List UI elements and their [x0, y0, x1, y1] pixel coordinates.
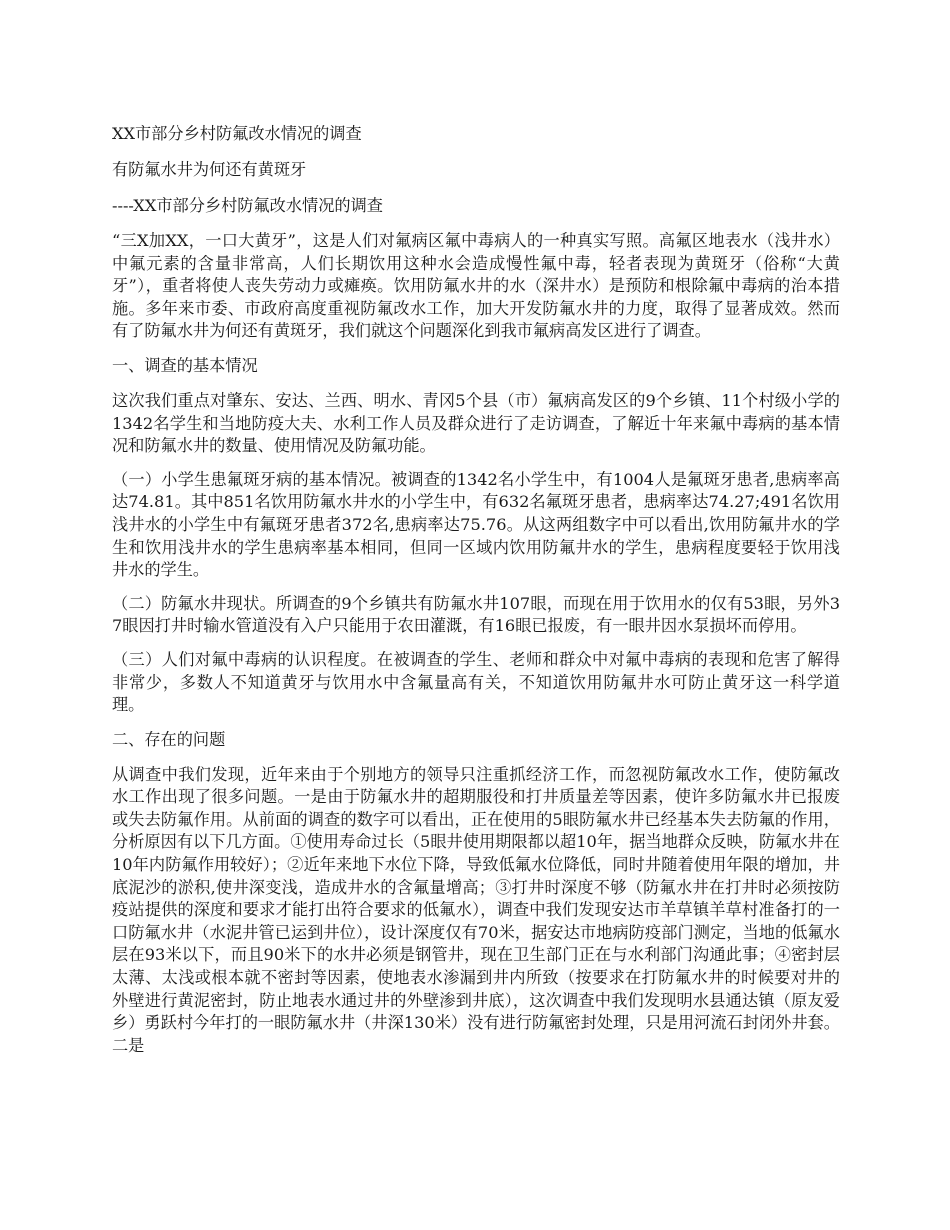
section-1-item-1: （一）小学生患氟斑牙病的基本情况。被调查的1342名小学生中，有1004人是氟斑牙患者,患病率高达74.81。其中851名饮用防氟水井水的小学生中，有632名氟斑牙患者，患病率达74.27;491名饮用浅井水的小学生中有氟斑牙患者372名,患病率达75.76。从这两组数字中可以看出,饮用防氟井水的学生和饮用浅井水的学生患病率基本相同，但同一区域内饮用防氟井水的学生，患病程度要轻于饮用浅井水的学生。: [112, 469, 840, 580]
section-1-heading: 一、调查的基本情况: [112, 355, 258, 375]
section-1-item-3: （三）人们对氟中毒病的认识程度。在被调查的学生、老师和群众中对氟中毒病的表现和危害了解得非常少，多数人不知道黄牙与饮用水中含氟量高有关，不知道饮用防氟井水可防止黄牙这一科学道理。: [112, 649, 840, 715]
section-1-item-2: （二）防氟水井现状。所调查的9个乡镇共有防氟水井107眼，而现在用于饮用水的仅有53眼，另外37眼因打井时输水管道没有入户只能用于农田灌溉，有16眼已报废，有一眼井因水泵损坏而停用。: [112, 593, 840, 636]
section-2-paragraph: 从调查中我们发现，近年来由于个别地方的领导只注重抓经济工作，而忽视防氟改水工作，使防氟改水工作出现了很多问题。一是由于防氟水井的超期服役和打井质量差等因素，使许多防氟水井已报废或失去防氟作用。从前面的调查的数字可以看出，正在使用的5眼防氟水井已经基本失去防氟的作用，分析原因有以下几方面。①使用寿命过长（5眼井使用期限都以超10年，据当地群众反映，防氟水井在10年内防氟作用较好）；②近年来地下水位下降，导致低氟水位降低，同时井随着使用年限的增加，井底泥沙的淤积,使井深变浅，造成井水的含氟量增高；③打井时深度不够（防氟水井在打井时必须按防疫站提供的深度和要求才能打出符合要求的低氟水），调查中我们发现安达市羊草镇羊草村准备打的一口防氟水井（水泥井管已运到井位），设计深度仅有70米，据安达市地病防疫部门测定，当地的低氟水层在93米以下，而且90米下的水井必须是钢管井，现在卫生部门正在与水利部门沟通此事；④密封层太薄、太浅或根本就不密封等因素，使地表水渗漏到井内所致（按要求在打防氟水井的时候要对井的外壁进行黄泥密封，防止地表水通过井的外壁渗到井底），这次调查中我们发现明水县通达镇（原友爱乡）勇跃村今年打的一眼防氟水井（井深130米）没有进行防氟密封处理，只是用河流石封闭外井套。二是: [112, 764, 840, 1055]
document-subtitle: 有防氟水井为何还有黄斑牙: [112, 160, 307, 179]
intro-paragraph: “三X加XX，一口大黄牙”，这是人们对氟病区氟中毒病人的一种真实写照。高氟区地表水（浅井水）中氟元素的含量非常高，人们长期饮用这种水会造成慢性氟中毒，轻者表现为黄斑牙（俗称“大黄牙”），重者将使人丧失劳动力或瘫痪。饮用防氟水井的水（深井水）是预防和根除氟中毒病的治本措施。多年来市委、市政府高度重视防氟改水工作，加大开发防氟水井的力度，取得了显著成效。然而有了防氟水井为何还有黄斑牙，我们就这个问题深化到我市氟病高发区进行了调查。: [112, 231, 840, 341]
document-page: [112, 122, 840, 1068]
document-byline: ----XX市部分乡村防氟改水情况的调查: [112, 196, 383, 215]
section-2-heading: 二、存在的问题: [112, 729, 226, 749]
document-title: XX市部分乡村防氟改水情况的调查: [112, 124, 362, 143]
section-1-paragraph: 这次我们重点对肇东、安达、兰西、明水、青冈5个县（市）氟病高发区的9个乡镇、11个村级小学的1342名学生和当地防疫大夫、水利工作人员及群众进行了走访调查，了解近十年来氟中毒病的基本情况和防氟水井的数量、使用情况及防氟功能。: [112, 390, 840, 456]
